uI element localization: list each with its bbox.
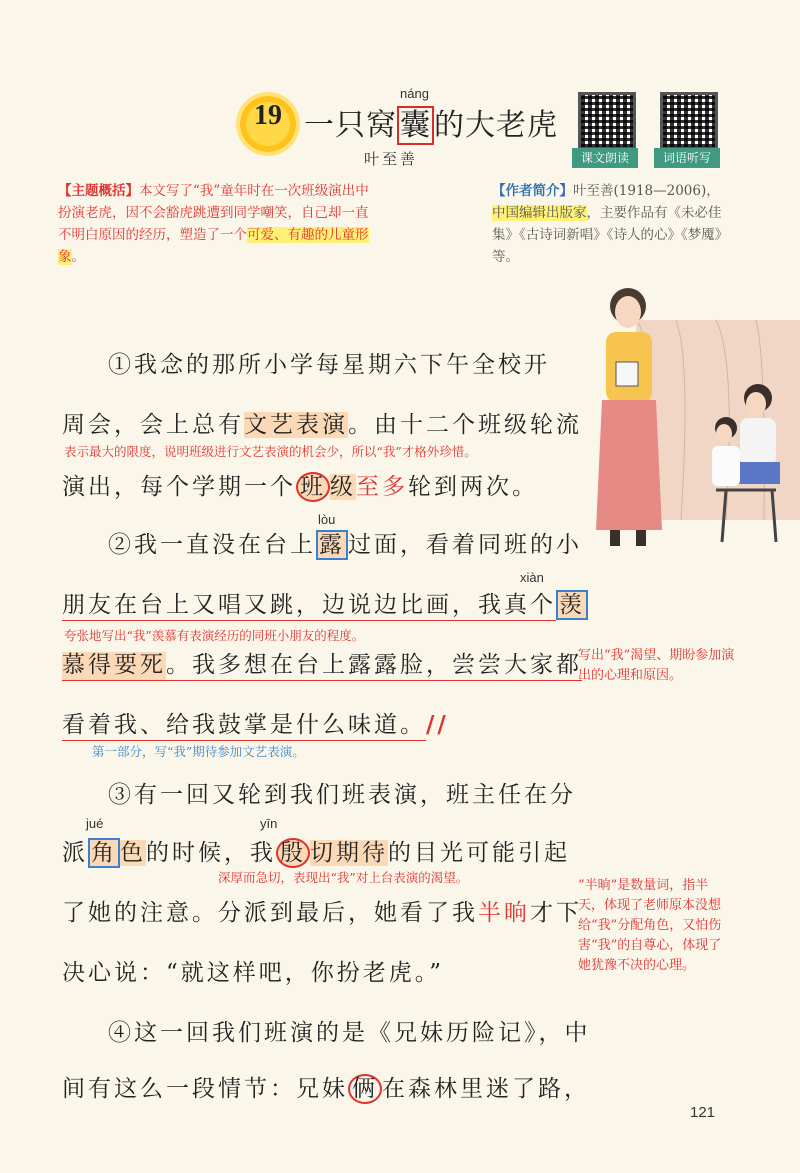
boxed-char: 露 — [316, 530, 348, 560]
author-intro — [492, 180, 732, 268]
text-line — [62, 706, 449, 739]
theme-text: 。 — [71, 249, 85, 265]
highlight-phrase: 文艺表演 — [244, 412, 348, 438]
teacher-book — [616, 362, 638, 386]
theme-summary — [58, 180, 376, 268]
underlined-text: 慕得要死 — [62, 652, 166, 681]
text-line: ④这一回我们班演的是《兄妹历险记》，中 — [108, 1020, 591, 1046]
text-line — [62, 406, 582, 439]
circled-char: 班 — [296, 472, 330, 502]
pinyin: yīn — [260, 816, 278, 831]
child2-shirt — [712, 446, 740, 486]
annotation-note: 深厚而急切，表现出“我”对上台表演的渴望。 — [218, 870, 469, 885]
child-shorts — [736, 462, 780, 484]
teacher-skirt — [596, 400, 662, 530]
text-span: 的时候，我 — [146, 840, 276, 866]
text-line — [62, 1070, 590, 1103]
title-part: 的大老虎 — [434, 108, 558, 143]
text-span: 轮到两次。 — [408, 474, 538, 500]
theme-tag: 【主题概括】 — [58, 183, 139, 199]
side-annotation: “半晌”是数量词，指半天，体现了老师原本没想给“我”分配角色，又怕伤害“我”的自尊心，体现了她犹豫不决的心理。 — [578, 878, 722, 973]
text-span: 间有这么一段情节：兄妹 — [62, 1076, 348, 1102]
theme-highlight: 可爱、有趣的儿童形象 — [58, 227, 369, 265]
text-span: 的目光可能引起 — [388, 840, 570, 866]
pinyin: jué — [86, 816, 104, 831]
text-span: 。由十二个班级轮流 — [348, 412, 582, 438]
text-line — [62, 468, 538, 501]
author-highlight: 中国编辑出版家 — [492, 205, 587, 221]
text-span: 了她的注意。分派到最后，她看了我 — [62, 900, 478, 926]
underlined-text: 。我多想在台上露露脸，尝尝大家都 — [166, 652, 582, 681]
side-annotation: 写出“我”渴望、期盼参加演出的心理和原因。 — [578, 648, 735, 683]
page-title — [304, 100, 558, 144]
author-name: 叶至善 — [364, 150, 419, 168]
author-tag: 【作者简介】 — [492, 183, 573, 199]
highlight-char: 色 — [120, 840, 146, 866]
child-face — [746, 392, 766, 416]
boxed-char: 角 — [88, 838, 120, 868]
title-part: 一只窝 — [304, 108, 397, 143]
author-text: 叶至善(1918—2006)， — [573, 183, 720, 199]
text-line: 决心说：“就这样吧，你扮老虎。” — [62, 960, 445, 986]
child-shirt — [740, 418, 776, 466]
text-line — [108, 526, 582, 559]
text-span: 过面，看着同班的小 — [348, 532, 582, 558]
text-line: ③有一回又轮到我们班表演，班主任在分 — [108, 782, 576, 808]
teacher-shoe — [610, 530, 620, 546]
circled-char: 俩 — [348, 1074, 382, 1104]
title-pinyin: náng — [400, 86, 429, 101]
highlight-char: 级 — [330, 474, 356, 500]
text-line — [62, 834, 570, 867]
child2-face — [716, 424, 732, 444]
circled-char: 殷 — [276, 838, 310, 868]
page-number: 121 — [690, 1104, 716, 1121]
underlined-text: 朋友在台上又唱又跳，边说边比画，我真个 — [62, 592, 556, 621]
boxed-char: 羡 — [556, 590, 588, 620]
section-summary: 第一部分，写“我”期待参加文艺表演。 — [92, 744, 305, 759]
theme-text: 本文写了“我”童年时在一次班级演出中扮演老虎，因不会豁虎跳遭到同学嘲笑，自己却一直不明白原因的经历，塑造了一个 — [58, 183, 369, 243]
text-line — [62, 586, 588, 619]
qr-label-dictation[interactable]: 词语听写 — [654, 148, 720, 168]
lesson-number: 19 — [254, 100, 282, 131]
title-boxed-char: 囊 — [397, 106, 434, 145]
text-span: 才下 — [530, 900, 582, 926]
qr-code-icon[interactable] — [660, 92, 718, 150]
illustration-teacher-children — [576, 280, 800, 552]
underlined-text: 看着我、给我鼓掌是什么味道。 — [62, 712, 426, 741]
text-span: ②我一直没在台上 — [108, 532, 316, 558]
section-mark: // — [426, 711, 449, 738]
teacher-face — [615, 296, 641, 328]
teacher-shoe — [636, 530, 646, 546]
pinyin: lòu — [318, 512, 336, 527]
annotation-note: 表示最大的限度，说明班级进行文艺表演的机会少，所以“我”才格外珍惜。 — [64, 444, 477, 459]
highlight-char: 切 — [310, 840, 336, 866]
text-span: 在森林里迷了路， — [382, 1076, 590, 1102]
qr-label-reading[interactable]: 课文朗读 — [572, 148, 638, 168]
author-text: ，主要作品有《未必佳集》《古诗词新唱》《诗人的心》《梦魇》等。 — [492, 205, 729, 265]
text-line — [62, 894, 582, 927]
text-line: ①我念的那所小学每星期六下午全校开 — [108, 352, 550, 378]
text-line — [62, 646, 582, 679]
dotted-word: 至多 — [356, 474, 408, 500]
dotted-word: 半晌 — [478, 900, 530, 926]
text-span: 派 — [62, 840, 88, 866]
highlight-phrase: 期待 — [336, 840, 388, 866]
qr-code-icon[interactable] — [578, 92, 636, 150]
pinyin: xiàn — [520, 570, 544, 585]
text-span: 演出，每个学期一个 — [62, 474, 296, 500]
annotation-note: 夸张地写出“我”羡慕有表演经历的同班小朋友的程度。 — [64, 628, 365, 643]
text-span: 周会，会上总有 — [62, 412, 244, 438]
